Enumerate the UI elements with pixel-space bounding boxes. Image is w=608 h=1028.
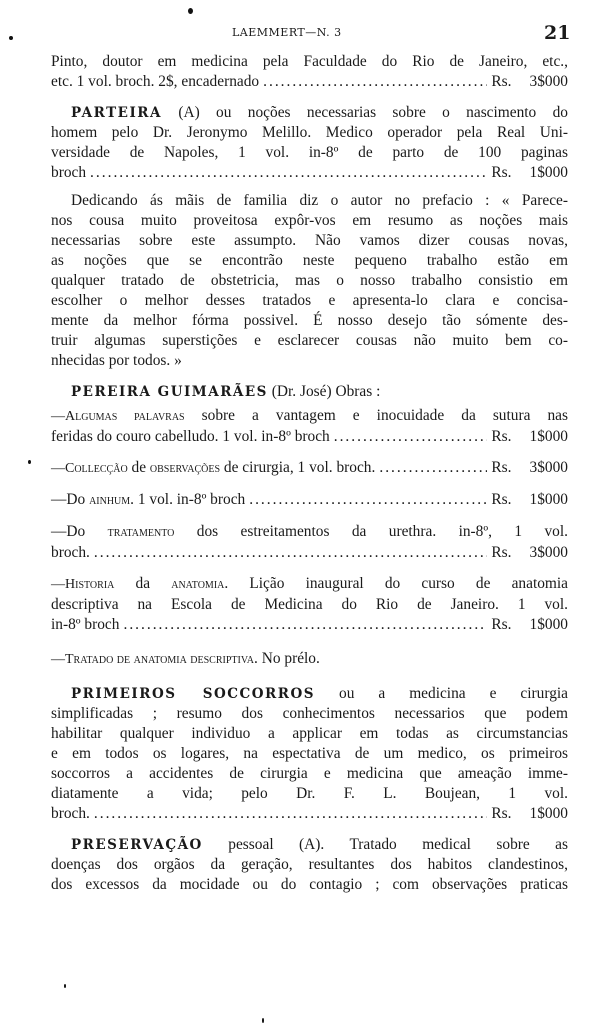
work-title: ainhum [89, 493, 131, 508]
price [491, 427, 568, 447]
work-item-algumas-palavras [51, 406, 568, 447]
text-column [51, 52, 568, 906]
entry-text-line: dos excessos da mocidade ou do contagio ; com observações praticas [51, 876, 568, 893]
entry-heading-line [51, 382, 568, 402]
price-line [51, 72, 568, 92]
catalog-entry-continuation [51, 52, 568, 92]
price [491, 615, 568, 635]
currency-label: Rs. [491, 459, 512, 476]
entry-text: sobre a vantagem e inocuidade da sutura nas [184, 407, 568, 424]
quote-line: qualquer tratado de obstetricia, mas o nosso trabalho consistio em [51, 272, 568, 289]
currency-label: Rs. [491, 428, 512, 445]
entry-text: —Do [51, 491, 90, 508]
price-line [51, 804, 568, 824]
work-item-tratado [51, 649, 568, 670]
catalog-entry-primeiros-soccorros [51, 684, 568, 824]
entry-text-line: homem pelo Dr. Jeronymo Melillo. Medico operador pela Real Uni- [51, 124, 568, 141]
price-line [51, 163, 568, 183]
price [491, 490, 568, 510]
work-item-historia [51, 574, 568, 635]
entry-text: de [127, 459, 150, 476]
entry-text-line [51, 103, 568, 123]
price-value: 3$000 [529, 73, 568, 90]
entry-text-line [51, 574, 568, 595]
entry-text-line [51, 522, 568, 543]
entry-text-line: versidade de Napoles, 1 vol. in-8º de parto de 100 paginas [51, 144, 568, 161]
price-line [51, 458, 568, 479]
entry-text: pessoal (A). Tratado medical sobre as [202, 836, 568, 853]
entry-text-line [51, 406, 568, 427]
quote-line: nos cousa muito proveitosa expôr-vos em resumo as noções mais [51, 212, 568, 229]
work-title: anatomia [171, 577, 225, 592]
entry-text-line: descriptiva na Escola de Medicina do Rio de Janeiro. 1 vol. [51, 596, 568, 613]
entry-text: in-8º broch [51, 616, 120, 633]
dot-leader [379, 458, 487, 478]
entry-text: feridas do couro cabelludo. 1 vol. in-8º broch [51, 428, 330, 445]
price-value: 1$000 [529, 805, 568, 822]
entry-text: . Lição inaugural do curso de anatomia [224, 575, 568, 592]
quote-line: truir algumas superstições e esclarecer cousas não muito bem co- [51, 332, 568, 349]
page-header [0, 22, 608, 46]
currency-label: Rs. [491, 491, 512, 508]
entry-text: broch. [51, 544, 90, 561]
entry-quote [51, 191, 568, 371]
work-title: observações [149, 461, 221, 476]
scan-speck [188, 8, 193, 14]
price-line [51, 543, 568, 563]
dot-leader [94, 543, 488, 563]
work-title: —Historia [51, 577, 115, 592]
price-line [51, 615, 568, 635]
price-line [51, 427, 568, 447]
entry-text: broch [51, 164, 87, 181]
entry-text: (A) ou noções necessarias sobre o nascimento do [161, 104, 568, 121]
entry-text-line [51, 684, 568, 704]
work-item-colleccao [51, 458, 568, 479]
work-item-tratamento [51, 522, 568, 563]
price [491, 458, 568, 478]
entry-title: PARTEIRA [71, 105, 162, 121]
entry-text: . 1 vol. in-8º broch [130, 491, 246, 508]
catalog-entry-pereira-guimaraes [51, 382, 568, 402]
scan-speck [64, 984, 66, 988]
currency-label: Rs. [491, 73, 512, 90]
price [491, 163, 568, 183]
price [491, 72, 568, 92]
currency-label: Rs. [491, 616, 512, 633]
currency-label: Rs. [491, 805, 512, 822]
price-value: 1$000 [529, 491, 568, 508]
entry-text: etc. 1 vol. broch. 2$, encadernado [51, 73, 260, 90]
price-value: 3$000 [529, 459, 568, 476]
entry-text: . No prélo. [254, 650, 320, 667]
entry-text-line: simplificadas ; resumo dos conhecimentos necessarios que podem [51, 705, 568, 722]
price-value: 1$000 [529, 164, 568, 181]
entry-text-line: diatamente a vida; pelo Dr. F. L. Boujean, 1 vol. [51, 785, 568, 802]
page-number: 21 [544, 22, 571, 44]
entry-text [51, 490, 245, 511]
dot-leader [90, 163, 487, 183]
entry-title: PRESERVAÇÃO [71, 837, 203, 853]
dot-leader [123, 615, 487, 635]
scan-speck [262, 1018, 264, 1023]
entry-text-line [51, 649, 568, 670]
price [491, 804, 568, 824]
entry-text: broch. [51, 805, 90, 822]
currency-label: Rs. [491, 544, 512, 561]
quote-line: as noções que se encontrão neste pequeno trabalho estão em [51, 252, 568, 269]
entry-text-line: e em todos os logares, na espectativa de um medico, os primeiros [51, 745, 568, 762]
scan-speck [28, 460, 31, 464]
work-title: —Collecção [51, 461, 128, 476]
entry-text-line [51, 835, 568, 855]
entry-text [51, 458, 375, 479]
currency-label: Rs. [491, 164, 512, 181]
entry-text: ou a medicina e cirurgia [315, 685, 568, 702]
entry-text: —Do [51, 523, 108, 540]
entry-text: da [114, 575, 172, 592]
quote-line: mente da melhor fórma possivel. É nosso desejo tão sómente des- [51, 312, 568, 329]
work-title: —Algumas palavras [51, 409, 185, 424]
entry-text: de cirurgia, 1 vol. broch. [220, 459, 376, 476]
dot-leader [334, 427, 488, 447]
quote-line: necessarias sobre este assumpto. Não vamos dizer cousas novas, [51, 232, 568, 249]
work-title: tratamento [107, 525, 175, 540]
running-head: LAEMMERT—N. 3 [232, 26, 342, 39]
entry-text-line: habilitar qualquer individuo a applicar em todas as circumstancias [51, 725, 568, 742]
entry-title: PEREIRA GUIMARÃES [71, 384, 268, 400]
price-value: 1$000 [529, 428, 568, 445]
quote-line: Dedicando ás mãis de familia diz o autor no prefacio : « Parece- [71, 192, 568, 209]
work-item-ainhum [51, 490, 568, 511]
catalog-entry-preservacao [51, 835, 568, 895]
quote-line: escolher o melhor desses tratados e apresenta-lo clara e concisa- [51, 292, 568, 309]
entry-text: dos estreitamentos da urethra. in-8º, 1 vol. [174, 523, 568, 540]
entry-text-line: soccorros a accidentes de cirurgia e medicina que ameação imme- [51, 765, 568, 782]
dot-leader [94, 804, 488, 824]
price-value: 3$000 [529, 544, 568, 561]
work-title: —Tratado de anatomia descriptiva [51, 652, 255, 667]
price [491, 543, 568, 563]
entry-text-line: doenças dos orgãos da geração, resultantes dos habitos clandestinos, [51, 856, 568, 873]
entry-text-line: Pinto, doutor em medicina pela Faculdade do Rio de Janeiro, etc., [51, 53, 568, 70]
price-value: 1$000 [529, 616, 568, 633]
entry-title: PRIMEIROS SOCCORROS [71, 686, 316, 702]
dot-leader [263, 72, 487, 92]
catalog-entry-parteira [51, 103, 568, 183]
entry-text: (Dr. José) Obras : [267, 383, 381, 400]
quote-line: nhecidas por todos. » [51, 352, 182, 369]
dot-leader [249, 490, 487, 510]
price-line [51, 490, 568, 511]
